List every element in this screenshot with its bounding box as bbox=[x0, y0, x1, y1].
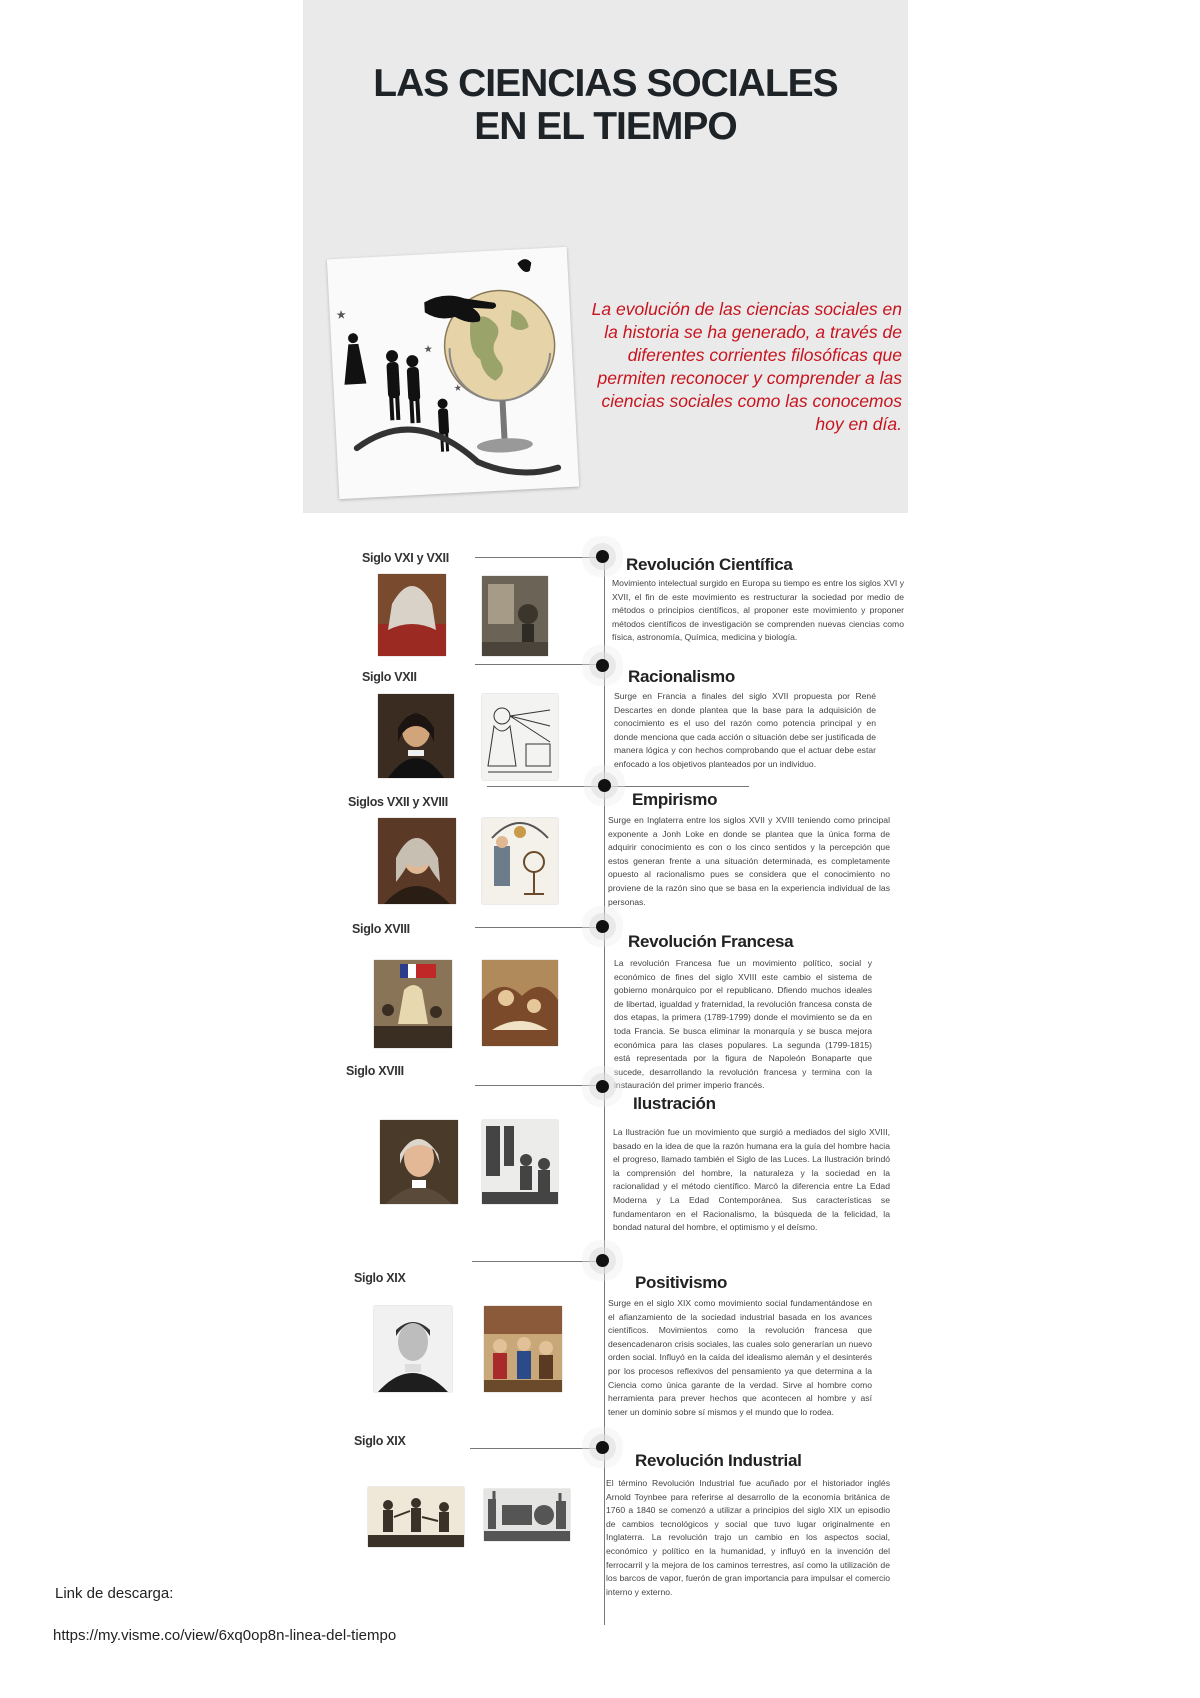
entry-description: El término Revolución Industrial fue acuñado por el historiador inglés Arnold Toynbee para referirse al desarrollo de la economía británica de 1760 a 1840 se comenzó a utilizar a principios del siglo XIX un episodio de cambios tecnológicos y social que tuvo lugar originalmente en Inglaterra. La revolución trajo un cambio en los aspectos social, económico y político en la humanidad, y influyó en la invención del ferrocarril y la mejora de los caminos terrestres, así como la utilización de los barcos de vapor, fuerón de gran importancia para impulsar el comercio interno y externo. bbox=[606, 1478, 890, 1597]
connector-line bbox=[607, 786, 749, 787]
entry-description: Surge en el siglo XIX como movimiento social fundamentándose en el afianzamiento de la sociedad industrial basada en los avances científicos. Movimientos como la revolución francesa que desencadenaron crisis sociales, las cuales solo generarían un nuevo orden social. Influyó en la caída del idealismo alemán y el desinterés por los procesos reflexivos del pensamiento ya que determina a la Ciencia como única garante de la verdad. Sirve al hombre como herramienta para prever hechos que acontecen al hombre y así tener un dominio sobre sí mismos y el mundo que lo rodea. bbox=[608, 1298, 872, 1417]
svg-text:★: ★ bbox=[335, 307, 347, 323]
separator-line bbox=[475, 664, 605, 665]
illustration-image bbox=[482, 576, 548, 656]
portrait-image bbox=[378, 818, 456, 904]
separator-line bbox=[487, 786, 607, 787]
portrait-image bbox=[380, 1120, 458, 1204]
hero-illustration bbox=[327, 247, 579, 499]
portrait-image bbox=[374, 1306, 452, 1392]
entry-title: Positivismo bbox=[635, 1273, 728, 1292]
illustration-image bbox=[482, 818, 558, 904]
timeline-dot bbox=[596, 550, 609, 563]
page-title bbox=[303, 62, 908, 148]
entry-description: Movimiento intelectual surgido en Europa su tiempo es entre los siglos XVI y XVII, el fin de este movimiento es restructurar la sociedad por medio de métodos o principios científicos, al proponer este movimiento y proponer métodos científicos de investigación se comprenden nuevas ciencias como física, astronomía, Química, medicina y biología. bbox=[612, 578, 904, 643]
download-label: Link de descarga: bbox=[55, 1585, 174, 1602]
svg-text:★: ★ bbox=[453, 382, 463, 393]
entry-title: Revolución Científica bbox=[626, 555, 793, 574]
entry-title: Empirismo bbox=[632, 790, 718, 809]
connector-line bbox=[470, 1448, 605, 1449]
download-link[interactable]: https://my.visme.co/view/6xq0op8n-linea-del-tiempo bbox=[53, 1627, 397, 1644]
timeline-dot bbox=[596, 1080, 609, 1093]
century-label: Siglos VXII y XVIII bbox=[348, 795, 448, 809]
entry-description: Surge en Francia a finales del siglo XVII propuesta por René Descartes en donde plantea que la base para la adquisición de conocimiento es el uso del razón como potencia principal y en donde menciona que cada acción o situación debe ser justificada de manera lógica y con hechos comprobando que el actuar debe estar enfocado a los objetivos planteados por un individuo. bbox=[614, 691, 876, 769]
timeline-dot bbox=[596, 920, 609, 933]
svg-text:★: ★ bbox=[423, 344, 434, 356]
painting-image bbox=[484, 1306, 562, 1392]
painting-image bbox=[482, 960, 558, 1046]
entry-description: La revolución Francesa fue un movimiento político, social y económico de fines del siglo XVIII este cambio el sistema de gobierno monárquico por el republicano. Dfiendo muchos ideales de libertad, igualdad y fraternidad, la revolución francesa consta de dos etapas, la primera (1789-1799) donde el movimiento se da en toda Francia. Se busca eliminar la monarquía y se busca mejora económica para las clases populares. La segunda (1799-1815) está representada por la figura de Napoleón Bonaparte que sucede, desarrollando la revolución francesa y termina con la instauración del primer imperio francés. bbox=[614, 958, 872, 1091]
separator-line bbox=[475, 1085, 605, 1086]
entry-title: Revolución Industrial bbox=[635, 1451, 802, 1470]
entry-title: Ilustración bbox=[633, 1094, 716, 1113]
timeline-dot bbox=[596, 659, 609, 672]
header-panel bbox=[303, 0, 908, 513]
century-label: Siglo VXI y VXII bbox=[362, 551, 449, 565]
century-label: Siglo XIX bbox=[354, 1271, 406, 1285]
timeline-dot bbox=[598, 779, 611, 792]
title-line-1: LAS CIENCIAS SOCIALES bbox=[373, 62, 838, 105]
portrait-image bbox=[378, 574, 446, 656]
title-line-2: EN EL TIEMPO bbox=[474, 105, 737, 148]
engraving-image bbox=[484, 1489, 570, 1541]
engraving-image bbox=[368, 1487, 464, 1547]
century-label: Siglo XVIII bbox=[352, 922, 410, 936]
engraving-image bbox=[482, 1120, 558, 1204]
century-label: Siglo XVIII bbox=[346, 1064, 404, 1078]
entry-description: Surge en Inglaterra entre los siglos XVII y XVIII teniendo como principal exponente a Jonh Loke en donde se plantea que la única forma de adquirir conocimiento es con o los cinco sentidos y la percepción que estos generan frente a una situación determinada, es completamente opuesto al racionalismo pues se considera que el conocimiento no proviene de la razón sino que se basa en la experiencia individual de las personas. bbox=[608, 815, 890, 907]
timeline-dot bbox=[596, 1441, 609, 1454]
painting-image bbox=[374, 960, 452, 1048]
connector-line bbox=[472, 1261, 605, 1262]
timeline-dot bbox=[596, 1254, 609, 1267]
entry-description: La Ilustración fue un movimiento que surgió a mediados del siglo XVIII, basado en la idea de que la razón humana era la guía del hombre hacia el progreso, llamado también el Siglo de las Luces. La Ilustración brindó la comprensión del hombre, la naturaleza y la sociedad en la racionalidad y el método científico. Marcó la diferencia entre La Edad Moderna y La Edad Contemporánea. Sus características se fundamentaron en el Racionalismo, la búsqueda de la felicidad, la bondad natural del hombre, el optimismo y el deísmo. bbox=[613, 1127, 890, 1233]
entry-title: Racionalismo bbox=[628, 667, 735, 686]
intro-text: La evolución de las ciencias sociales en la historia se ha generado, a través de diferentes corrientes filosóficas que permiten reconocer y comprender a las ciencias sociales como las conocemos hoy en día. bbox=[591, 299, 902, 434]
century-label: Siglo XIX bbox=[354, 1434, 406, 1448]
illustration-image bbox=[482, 694, 558, 780]
entry-title: Revolución Francesa bbox=[628, 932, 794, 951]
century-label: Siglo VXII bbox=[362, 670, 417, 684]
connector-line bbox=[475, 927, 605, 928]
portrait-image bbox=[378, 694, 454, 778]
connector-line bbox=[475, 557, 605, 558]
